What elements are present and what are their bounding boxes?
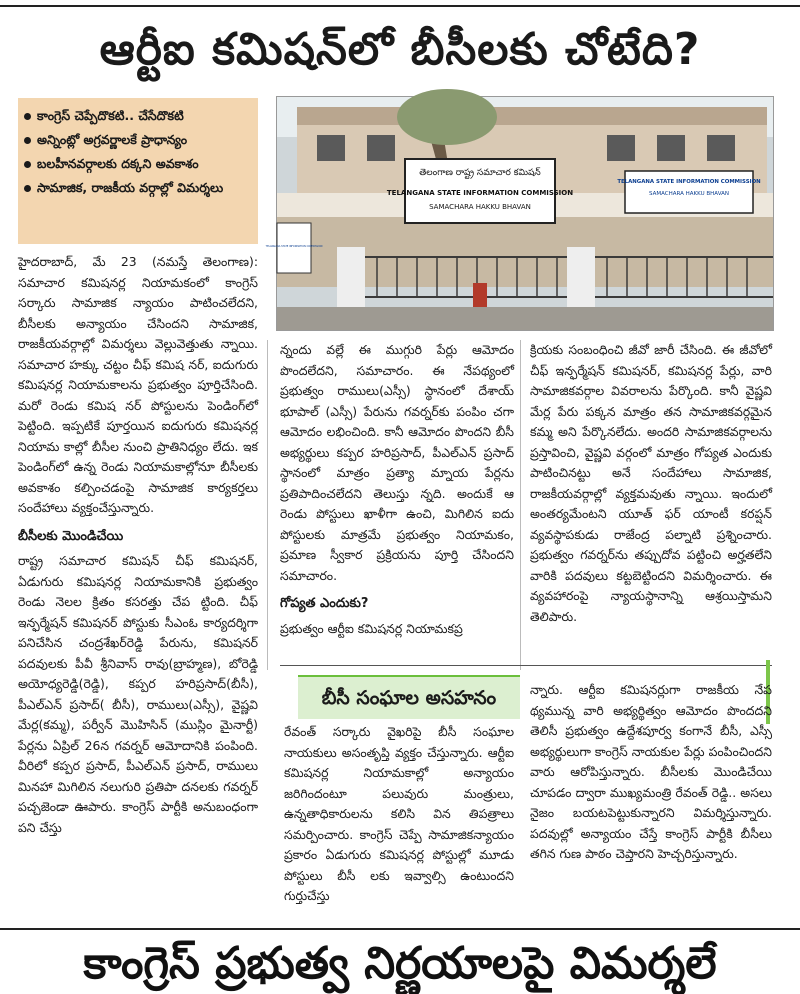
bullet-icon xyxy=(24,113,31,120)
article-paragraph: రేవంత్ సర్కారు వైఖరిపై బీసీ సంఘాల నాయకులు అసంతృప్తి వ్యక్తం చేస్తున్నారు. ఆర్టీఐ కమిషనర్ల నియామకాల్లో అన్యాయం జరిగిందంటూ పలువురు మంత్రులు, ఉన్నతాధికారులను కలిసి విన తిపత్రాలు సమర్పించారు. కాంగ్రెస్ చెప్పే సామాజికన్యాయం ప్రకారం ఏడుగురు కమిషనర్ల పోస్టుల్లో మూడు పోస్టులు బీసీ లకు ఇవ్వాల్సి ఉంటుందని గుర్తుచేస్తు xyxy=(284,724,514,903)
column-2 xyxy=(280,340,514,639)
bottom-rule xyxy=(0,928,800,930)
top-rule xyxy=(0,5,800,7)
column-3 xyxy=(530,340,772,627)
board-main-text: TELANGANA STATE INFORMATION COMMISSION xyxy=(386,189,574,197)
column-divider xyxy=(520,340,521,670)
column-divider xyxy=(267,340,268,670)
highlights-box xyxy=(18,98,258,244)
bullet-icon xyxy=(24,185,31,192)
subheading: గోప్యత ఎందుకు? xyxy=(280,596,369,611)
box-column-left xyxy=(284,722,514,907)
board-telugu-text: తెలంగాణ రాష్ట్ర సమాచార కమిషన్ xyxy=(419,168,541,178)
box-column-right xyxy=(530,680,772,865)
sidebar-heading: బీసీ సంఘాల అసహనం xyxy=(298,675,520,719)
board-right-sub: SAMACHARA HAKKU BHAVAN xyxy=(649,191,729,197)
headline: ఆర్టీఐ కమిషన్‌లో బీసీలకు చోటేది? xyxy=(99,24,701,75)
subheading: బీసీలకు మొండిచేయి xyxy=(18,528,124,544)
board-right-title: TELANGANA STATE INFORMATION COMMISSION xyxy=(617,179,761,185)
next-article-headline: కాంగ్రెస్ ప్రభుత్వ నిర్ణయాలపై విమర్శలే xyxy=(83,938,717,989)
article-paragraph: ప్రభుత్వం ఆర్టీఐ కమిషనర్ల నియామకప్ర xyxy=(280,620,463,636)
bullet-icon xyxy=(24,137,31,144)
highlight-item: బలహీనవర్గాలకు దక్కని అవకాశం xyxy=(22,154,254,174)
highlight-item: సామాజిక, రాజకీయ వర్గాల్లో విమర్శలు xyxy=(22,178,254,198)
highlight-item: అన్నింట్లో అగ్రవర్ణాలకే ప్రాధాన్యం xyxy=(22,130,254,150)
article-paragraph: హైదరాబాద్, మే 23 (నమస్తే తెలంగాణ): సమాచార కమిషనర్ల నియామకంలో కాంగ్రెస్ సర్కారు సామాజిక న్యాయం పాటించలేదని, బీసీలకు అన్యాయం చేసిందని సామాజిక, రాజకీయవర్గాల్లో విమర్శలు వెల్లువెత్తుతు న్నాయి. సమాచార హక్కు చట్టం చీఫ్ కమిష నర్, ఐదుగురు కమిషనర్ల నియామకాలను ప్రభుత్వం పూర్తిచేసింది. మరో రెండు కమిష నర్ పోస్టులను పెండింగ్‌లో పెట్టింది. ఇప్పటికే పూర్తయిన ఐదుగురు కమిషనర్ల నియామ కాల్లో బీసీల నుంచి ప్రాతినిధ్యం లేదు. ఇక పెండింగ్‌లో ఉన్న రెండు నియామకాల్లోనూ బీసీలకు అవకాశం కల్పించడంపై సామాజిక కార్యకర్తలు సందేహాలు వ్యక్తంచేస్తున్నారు. xyxy=(18,254,258,515)
column-1 xyxy=(18,252,258,838)
building-photo xyxy=(265,96,774,331)
article-paragraph: న్నందు వల్లే ఈ ముగ్గురి పేర్లు ఆమోదం పొందలేదని, సమాచారం. ఈ నేపథ్యంలో ప్రభుత్వం రాములు(ఎస్సీ) స్థానంలో దేశాయ్ భూపాల్ (ఎస్సీ) పేరును గవర్నర్‌కు పంపిం చగా ఆమోదం లభించింది. కానీ ఆమోదం పొందని బీసీ అభ్యర్థులు కప్పర హరిప్రసాద్, పీఎల్‌ఎన్ ప్రసాద్ స్థానంలో మాత్రం ప్రత్యా మ్నాయ పేర్లను ప్రతిపాదించలేదని తెలుస్తు న్నది. అందుకే ఆ రెండు పోస్టులు ఖాళీగా ఉంచి, మిగిలిన ఐదు పోస్టులకు మాత్రమే ప్రభుత్వం నియామకం, ప్రమాణ స్వీకార ప్రక్రియను పూర్తి చేసిందని సమాచారం. xyxy=(280,342,514,583)
highlight-item: కాంగ్రెస్ చెప్పేదొకటి.. చేసేదొకటి xyxy=(22,106,254,126)
building-illustration xyxy=(265,97,773,330)
article-paragraph: రాష్ట్ర సమాచార కమిషన్ చీఫ్ కమిషనర్, ఏడుగురు కమిషనర్ల నియామకానికి ప్రభుత్వం రెండు నెలల క్రితం కసరత్తు చేప ట్టింది. చీఫ్ ఇన్ఫర్మేషన్ కమిషనర్ పోస్టుకు సీఎంఓ కార్యదర్శిగా పనిచేసిన చంద్రశేఖర్‌రెడ్డి పేరును, కమిషనర్ పదవులకు పీవీ శ్రీనివాస్ రావు(బ్రాహ్మణ), బోరెడ్డి అయోధ్యరెడ్డి(రెడ్డి), కప్పర హరిప్రసాద్(బీసీ), పీఎల్‌ఎన్ ప్రసాద్( బీసీ), రాములు(ఎస్సీ), వైష్ణవి మేర్ల(కమ్మ), పర్వీన్ మొహిసిన్ (ముస్లిం మైనార్టీ) పేర్లను ఏప్రిల్ 26న గవర్నర్ ఆమోదానికి పంపింది. వీరిలో కప్పర ప్రసాద్, పీఎల్‌ఎన్ ప్రసాద్, రాములు మినహా మిగిలిన నలుగురి ప్రతిపా దనలకు గవర్నర్ పచ్చజెండా ఊపారు. కాంగ్రెస్ పార్టీకి అనుబంధంగా పని చేస్తు xyxy=(18,553,258,835)
bullet-icon xyxy=(24,161,31,168)
box-top-rule xyxy=(280,665,772,666)
article-paragraph: న్నారు. ఆర్టీఐ కమిషనర్లుగా రాజకీయ నేప థ్యమున్న వారి అభ్యర్థిత్వం ఆమోదం పొందదని తెలిసీ ప్రభుత్వం ఉద్దేశపూర్వ కంగానే బీసీ, ఎస్సీ అభ్యర్థులుగా కాంగ్రెస్ నాయకుల పేర్లు పంపించిందని వారు ఆరోపిస్తున్నారు. బీసీలకు మొండిచేయి చూపడం ద్వారా ముఖ్యమంత్రి రేవంత్ రెడ్డి.. అసలు నైజం బయటపెట్టుకున్నారని విమర్శిస్తున్నారు. పదవుల్లో అన్యాయం చేస్తే కాంగ్రెస్ పార్టీకి బీసీలు తగిన గుణ పాఠం చెప్తారని హెచ్చరిస్తున్నారు. xyxy=(530,682,772,861)
article-paragraph: క్రియకు సంబంధించి జీవో జారీ చేసింది. ఈ జీవోలో చీఫ్ ఇన్ఫర్మేషన్ కమిషనర్, కమిషనర్ల పేర్లు, వారి సామాజికవర్గాల వివరాలను పేర్కొంది. కానీ వైష్ణవి మేర్ల పేరు పక్కన మాత్రం తన సామాజికవర్గమైన కమ్మ అని పేర్కొనలేదు. అందరి సామాజికవర్గాలను ప్రస్తావించి, వైష్ణవి వర్గంలో మాత్రం గోప్యత ఎందుకు పాటించినట్టు అనే సందేహాలు సామాజిక, రాజకీయవర్గాల్లో వ్యక్తమవుతు న్నాయి. ఇందులో అంతర్యమేంటని యూత్ ఫర్ యాంటీ కరప్షన్ వ్యవస్థాపకుడు రాజేంద్ర పల్నాటి ప్రశ్నించారు. ప్రభుత్వం గవర్నర్‌ను తప్పుదోవ పట్టించి అర్హతలేని వారికి పదవులు కట్టబెట్టిందని విమర్శించారు. ఈ వ్యవహారంపై న్యాయస్థానాన్ని ఆశ్రయిస్తామని తెలిపారు. xyxy=(530,342,772,624)
board-sub-text: SAMACHARA HAKKU BHAVAN xyxy=(429,203,531,211)
board-left-text: TELANGANA STATE INFORMATION COMMISSION xyxy=(265,245,323,248)
